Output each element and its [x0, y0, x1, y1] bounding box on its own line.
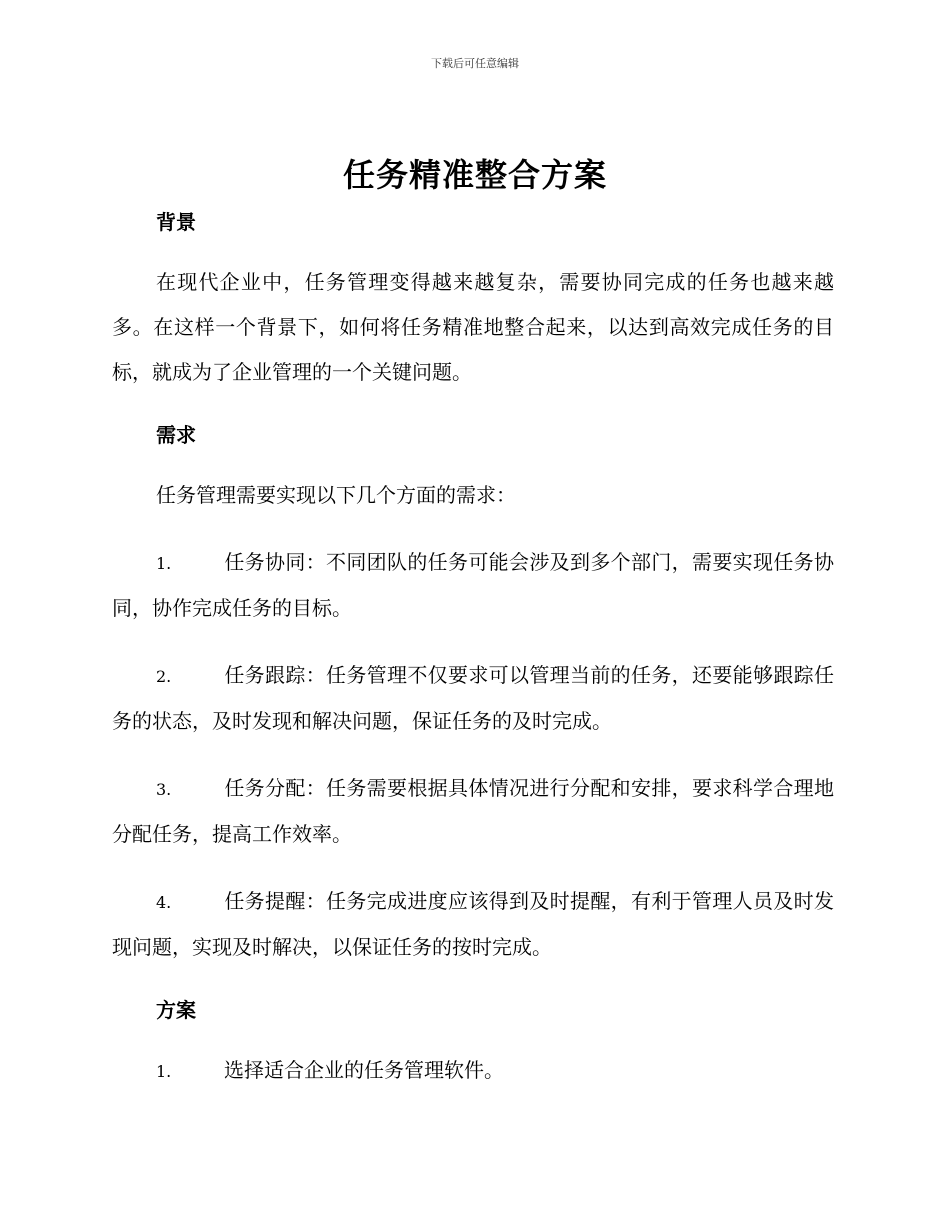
list-text: 任务协同：不同团队的任务可能会涉及到多个部门，需要实现任务协同，协作完成任务的目标。 [112, 550, 834, 620]
list-text: 任务提醒：任务完成进度应该得到及时提醒，有利于管理人员及时发现问题，实现及时解决，以保证任务的按时完成。 [112, 889, 834, 959]
section-heading-plan: 方案 [156, 998, 196, 1022]
list-text: 任务跟踪：任务管理不仅要求可以管理当前的任务，还要能够跟踪任务的状态，及时发现和解决问题，保证任务的及时完成。 [112, 663, 834, 733]
background-paragraph: 在现代企业中，任务管理变得越来越复杂，需要协同完成的任务也越来越多。在这样一个背景下，如何将任务精准地整合起来，以达到高效完成任务的目标，就成为了企业管理的一个关键问题。 [112, 270, 834, 384]
section-heading-requirements: 需求 [156, 423, 196, 447]
list-item [112, 879, 834, 970]
document-body [112, 204, 834, 1094]
list-number: 1. [156, 1062, 172, 1081]
list-number: 2. [156, 667, 172, 686]
header-note: 下载后可任意编辑 [431, 57, 519, 70]
section-heading-background: 背景 [156, 210, 196, 234]
document-title: 任务精准整合方案 [342, 156, 607, 194]
list-number: 1. [156, 554, 172, 573]
list-text: 选择适合企业的任务管理软件。 [224, 1058, 504, 1082]
list-number: 4. [156, 893, 172, 912]
list-item [112, 540, 834, 631]
requirements-intro: 任务管理需要实现以下几个方面的需求： [156, 483, 516, 507]
list-item [112, 766, 834, 857]
list-number: 3. [156, 780, 172, 799]
list-text: 任务分配：任务需要根据具体情况进行分配和安排，要求科学合理地分配任务，提高工作效率。 [112, 776, 834, 846]
list-item [112, 653, 834, 744]
list-item [112, 1048, 834, 1094]
